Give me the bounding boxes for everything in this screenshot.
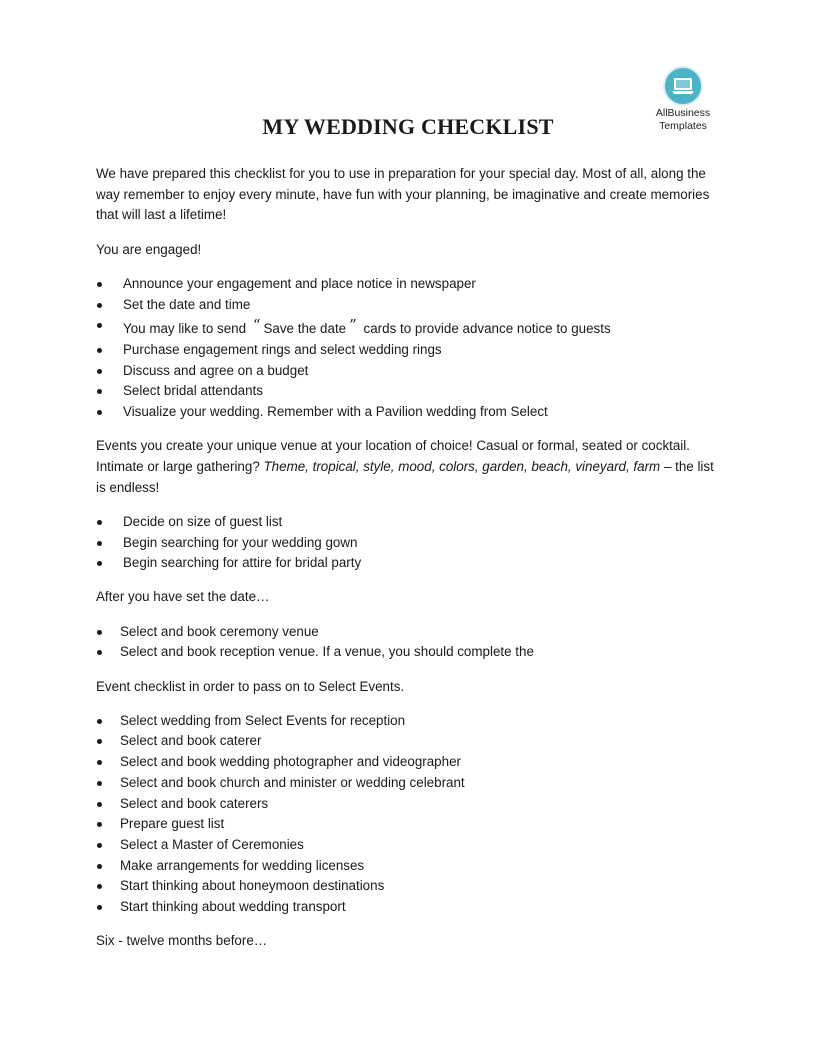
list-item: Begin searching for your wedding gown: [96, 533, 726, 554]
list-item: Select and book ceremony venue: [96, 622, 726, 643]
list-item: Select and book wedding photographer and videographer: [96, 752, 726, 773]
six-twelve-months-heading: Six - twelve months before…: [96, 933, 268, 949]
events-paragraph: [96, 436, 726, 498]
logo-text-line2: Templates: [659, 120, 707, 132]
events-tail: – the list is endless!: [96, 458, 714, 495]
list-item: Discuss and agree on a budget: [96, 361, 726, 382]
save-date-after: cards to provide advance notice to guests: [363, 321, 611, 337]
event-checklist-paragraph: Event checklist in order to pass on to Select Events.: [96, 678, 405, 694]
save-date-before: You may like to send: [123, 321, 247, 337]
list-item: Prepare guest list: [96, 814, 726, 835]
events-text: Events you create your unique venue at your location of choice! Casual or formal, seated or cocktail. Intimate or large gathering?: [96, 438, 690, 474]
after-date-list: [96, 622, 726, 663]
list-item: Set the date and time: [96, 295, 726, 316]
after-date-heading: After you have set the date…: [96, 589, 270, 605]
list-item: Select and book caterer: [96, 731, 726, 752]
list-item: Select and book reception venue. If a venue, you should complete the: [96, 642, 726, 663]
list-item: Select a Master of Ceremonies: [96, 835, 726, 856]
list-item: Make arrangements for wedding licenses: [96, 856, 726, 877]
event-checklist-list: [96, 711, 726, 918]
close-quote: ”: [349, 316, 357, 335]
list-item: Decide on size of guest list: [96, 512, 726, 533]
list-item: Begin searching for attire for bridal party: [96, 553, 726, 574]
list-item: Announce your engagement and place notice in newspaper: [96, 274, 726, 295]
list-item: Start thinking about honeymoon destinations: [96, 876, 726, 897]
list-item: Select wedding from Select Events for reception: [96, 711, 726, 732]
list-item: Select and book caterers: [96, 794, 726, 815]
page-title: MY WEDDING CHECKLIST: [262, 114, 554, 139]
document-body: [96, 164, 726, 966]
events-list: [96, 512, 726, 574]
list-item: Start thinking about wedding transport: [96, 897, 726, 918]
engaged-list: [96, 274, 726, 423]
engaged-heading: You are engaged!: [96, 241, 202, 257]
list-item: Purchase engagement rings and select wedding rings: [96, 340, 726, 361]
intro-paragraph: We have prepared this checklist for you to use in preparation for your special day. Most of all, along the way remember to enjoy every minute, have fun with your planning, be imaginative and create memories that will last a lifetime!: [96, 166, 710, 223]
list-item: Select and book church and minister or wedding celebrant: [96, 773, 726, 794]
list-item: Visualize your wedding. Remember with a Pavilion wedding from Select: [96, 402, 726, 423]
list-item-save-the-date: [96, 315, 726, 340]
save-date-middle: Save the date: [263, 321, 347, 337]
open-quote: “: [252, 316, 261, 335]
logo-text-line1: AllBusiness: [655, 107, 711, 119]
events-italic: Theme, tropical, style, mood, colors, garden, beach, vineyard, farm: [263, 458, 661, 474]
list-item: Select bridal attendants: [96, 381, 726, 402]
laptop-icon: [663, 66, 703, 106]
